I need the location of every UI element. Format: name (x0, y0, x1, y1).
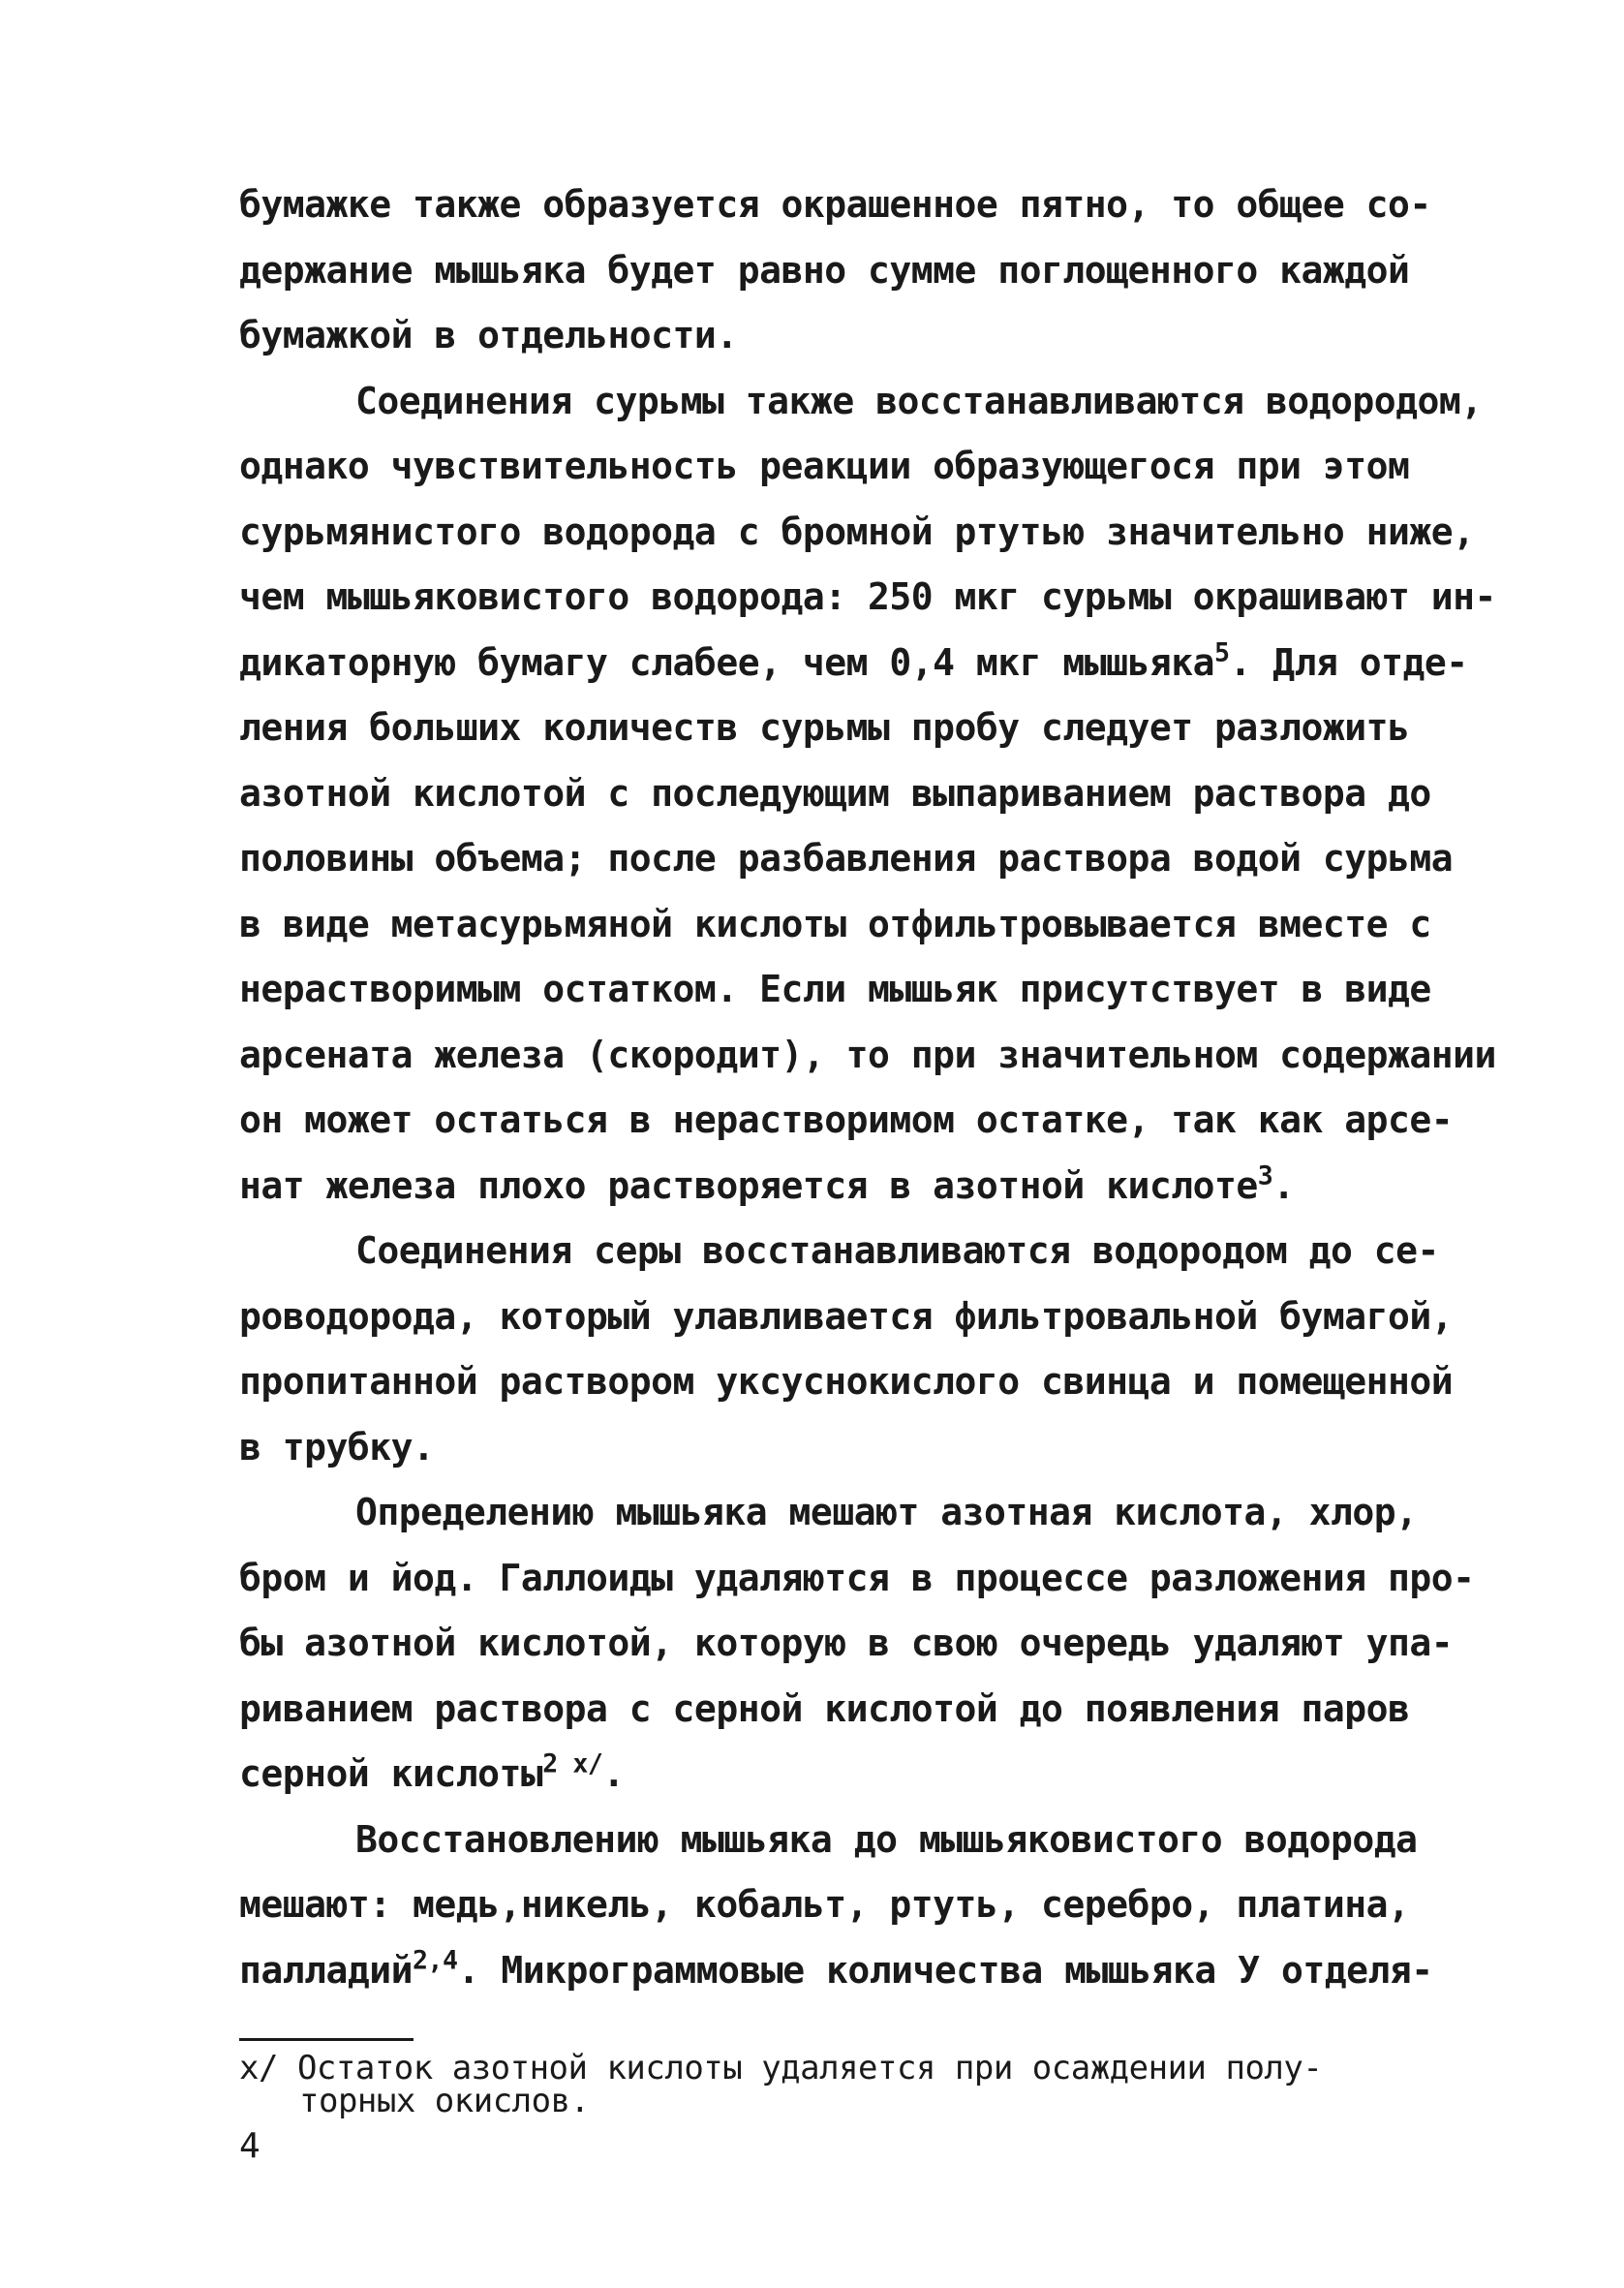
line-text-after: . Микрограммовые количества мышьяка У отделя- (457, 1948, 1433, 1992)
text-line (239, 1154, 1430, 1220)
text-line (239, 1480, 1430, 1546)
line-text: арсената железа (скородит), то при значительном содержании (239, 1033, 1496, 1076)
line-text: сурьмянистого водорода с бромной ртутью значительно ниже, (239, 510, 1475, 553)
text-line (239, 761, 1430, 827)
line-text-after: . Для отде- (1229, 640, 1468, 684)
line-text: пропитанной раствором уксуснокислого свинца и помещенной (239, 1360, 1454, 1403)
line-text-after: . (1272, 1163, 1295, 1207)
text-line (239, 1677, 1430, 1743)
line-text: в виде метасурьмяной кислоты отфильтровывается вместе с (239, 902, 1431, 945)
text-line (239, 1808, 1430, 1873)
reference-superscript: 2,4 (413, 1944, 458, 1975)
line-text-after: . (602, 1752, 625, 1795)
text-line (239, 1219, 1439, 1284)
footnote-line-1 (239, 2049, 1430, 2087)
text-line (239, 565, 1496, 631)
text-line (239, 892, 1430, 958)
line-text: половины объема; после разбавления раствора водой сурьма (239, 837, 1454, 880)
line-text: бумажкой в отдельности. (239, 314, 738, 356)
text-line (239, 631, 1468, 696)
line-text: мешают: медь,никель, кобальт, ртуть, серебро, платина, (239, 1883, 1410, 1926)
text-line (239, 1088, 1454, 1154)
page-number: 4 (239, 2126, 260, 2166)
line-text: ления больших количеств сурьмы пробу следует разложить (239, 706, 1410, 749)
line-text: роводорода, который улавливается фильтровальной бумагой, (239, 1294, 1454, 1338)
text-line (239, 1611, 1454, 1677)
line-text: серной кислоты (239, 1752, 543, 1795)
footnote-line-2: торных окислов. (299, 2082, 590, 2120)
line-text: риванием раствора с серной кислотой до появления паров (239, 1686, 1410, 1730)
line-text: бром и йод. Галлоиды удаляются в процессе разложения про- (239, 1556, 1475, 1599)
line-text: азотной кислотой с последующим выпариванием раствора до (239, 771, 1431, 815)
text-line (239, 172, 1430, 238)
reference-superscript: 5 (1214, 636, 1230, 667)
line-text: нерастворимым остатком. Если мышьяк присутствует в виде (239, 968, 1431, 1010)
line-text: держание мышьяка будет равно сумме поглощенного каждой (239, 248, 1410, 292)
text-line (239, 1872, 1430, 1938)
line-text: бы азотной кислотой, которую в свою очередь удаляют упа- (239, 1622, 1454, 1664)
text-line (239, 1349, 1454, 1415)
text-line (239, 1415, 1430, 1481)
text-line (239, 1546, 1475, 1612)
text-line (239, 957, 1430, 1023)
line-text: палладий (239, 1948, 414, 1992)
line-text: Соединения серы восстанавливаются водородом до се- (355, 1229, 1439, 1272)
text-line (239, 1284, 1454, 1350)
footnote-text-1: Остаток азотной кислоты удаляется при осаждении полу- (296, 2049, 1323, 2087)
line-text: однако чувствительность реакции образующегося при этом (239, 445, 1410, 487)
text-line (239, 1742, 1430, 1808)
line-text: Соединения сурьмы также восстанавливаются водородом, (355, 379, 1483, 422)
footnote-separator (239, 2038, 414, 2041)
line-text: чем мышьяковистого водорода: 250 мкг сурьмы окрашивают ин- (239, 575, 1496, 618)
reference-superscript: 3 (1257, 1159, 1273, 1190)
line-text: он может остаться в нерастворимом остатке, так как арсе- (239, 1098, 1454, 1141)
text-line (239, 696, 1430, 761)
body-text (239, 172, 1496, 2003)
text-line (239, 303, 1430, 369)
line-text: в трубку. (239, 1425, 435, 1469)
text-line (239, 826, 1454, 892)
text-line (239, 1938, 1433, 2004)
footnote (239, 2049, 1430, 2120)
line-text: Восстановлению мышьяка до мышьяковистого водорода (355, 1817, 1418, 1861)
line-text: Определению мышьяка мешают азотная кислота, хлор, (355, 1491, 1418, 1533)
footnote-marker: х/ (239, 2049, 278, 2087)
text-line (239, 434, 1430, 500)
reference-superscript: 2 х/ (542, 1748, 603, 1779)
text-line (239, 238, 1430, 304)
text-line (239, 369, 1483, 435)
text-line (239, 1023, 1496, 1089)
line-text: бумажке также образуется окрашенное пятно, то общее со- (239, 183, 1431, 226)
text-line (239, 500, 1475, 566)
line-text: нат железа плохо растворяется в азотной кислоте (239, 1163, 1258, 1207)
line-text: дикаторную бумагу слабее, чем 0,4 мкг мышьяка (239, 640, 1215, 684)
